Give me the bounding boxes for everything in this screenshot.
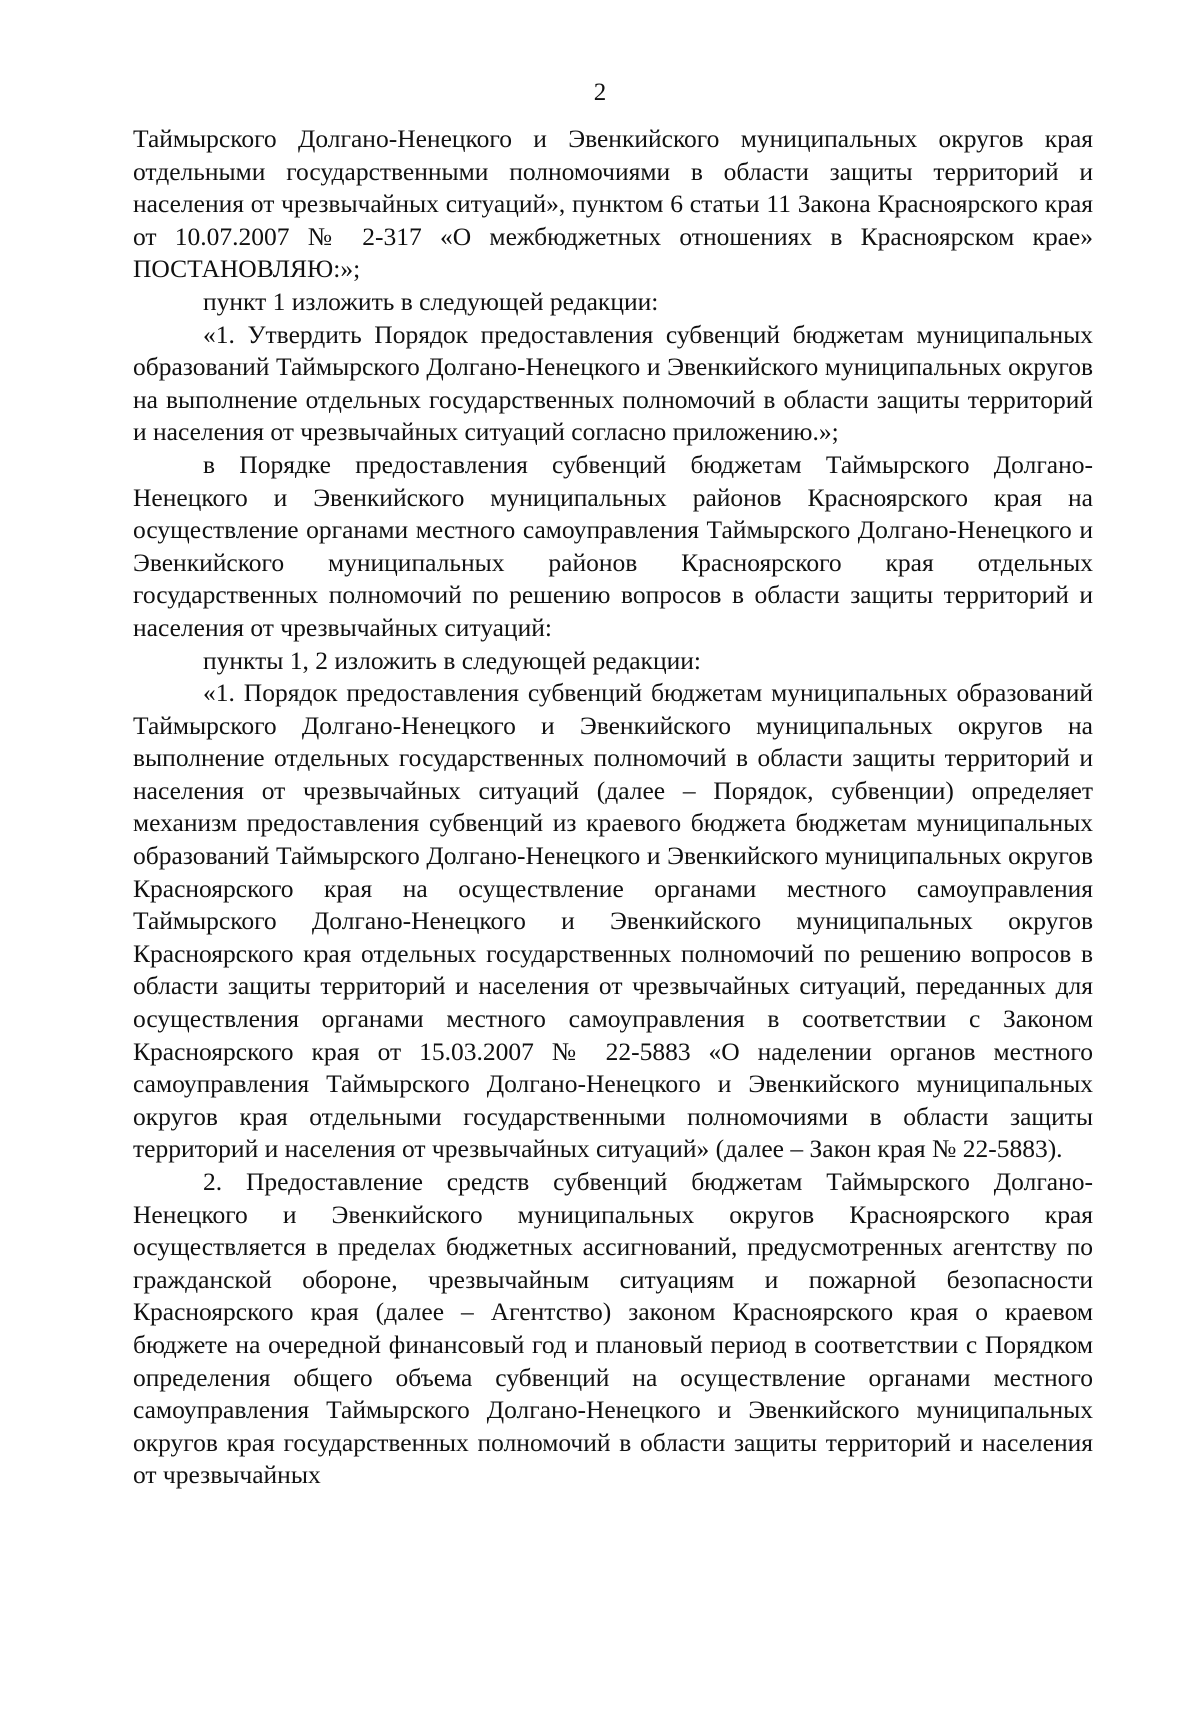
paragraph-procedure-point-1: «1. Порядок предоставления субвенций бюджетам муниципальных образований Таймырского Долгано-Ненецкого и Эвенкийского муниципальных округов на выполнение отдельных государственных полномочий в области защиты территорий и населения от чрезвычайных ситуаций (далее – Порядок, субвенции) определяет механизм предоставления субвенций из краевого бюджета бюджетам муниципальных образований Таймырского Долгано-Ненецкого и Эвенкийского муниципальных округов Красноярского края на осуществление органами местного самоуправления Таймырского Долгано-Ненецкого и Эвенкийского муниципальных округов Красноярского края отдельных государственных полномочий по решению вопросов в области защиты территорий и населения от чрезвычайных ситуаций, переданных для осуществления органами местного самоуправления в соответствии с Законом Красноярского края от 15.03.2007 № 22-5883 «О наделении органов местного самоуправления Таймырского Долгано-Ненецкого и Эвенкийского муниципальных округов края отдельными государственными полномочиями в области защиты территорий и населения от чрезвычайных ситуаций» (далее – Закон края № 22-5883). xyxy=(133,678,1093,1164)
paragraph-intro-continuation: Таймырского Долгано-Ненецкого и Эвенкийского муниципальных округов края отдельными государственными полномочиями в области защиты территорий и населения от чрезвычайных ситуаций», пунктом 6 статьи 11 Закона Красноярского края от 10.07.2007 № 2-317 «О межбюджетных отношениях в Красноярском крае» ПОСТАНОВЛЯЮ:»; xyxy=(133,124,1093,284)
paragraph-procedure-reference: в Порядке предоставления субвенций бюджетам Таймырского Долгано-Ненецкого и Эвенкийского муниципальных районов Красноярского края на осуществление органами местного самоуправления Таймырского Долгано-Ненецкого и Эвенкийского муниципальных районов Красноярского края отдельных государственных полномочий по решению вопросов в области защиты территорий и населения от чрезвычайных ситуаций: xyxy=(133,449,1093,642)
paragraph-points-1-2-instruction: пункты 1, 2 изложить в следующей редакции: xyxy=(203,645,701,675)
paragraph-point-1-instruction: пункт 1 изложить в следующей редакции: xyxy=(203,286,659,316)
document-body xyxy=(133,123,1093,1492)
paragraph-procedure-point-2: 2. Предоставление средств субвенций бюджетам Таймырского Долгано-Ненецкого и Эвенкийского муниципальных округов Красноярского края осуществляется в пределах бюджетных ассигнований, предусмотренных агентству по гражданской обороне, чрезвычайным ситуациям и пожарной безопасности Красноярского края (далее – Агентство) законом Красноярского края о краевом бюджете на очередной финансовый год и плановый период в соответствии с Порядком определения общего объема субвенций на осуществление органами местного самоуправления Таймырского Долгано-Ненецкого и Эвенкийского муниципальных округов края государственных полномочий в области защиты территорий и населения от чрезвычайных xyxy=(133,1167,1093,1490)
paragraph-point-1-text: «1. Утвердить Порядок предоставления субвенций бюджетам муниципальных образований Таймырского Долгано-Ненецкого и Эвенкийского муниципальных округов на выполнение отдельных государственных полномочий в области защиты территорий и населения от чрезвычайных ситуаций согласно приложению.»; xyxy=(133,319,1093,447)
page-number: 2 xyxy=(593,79,607,106)
